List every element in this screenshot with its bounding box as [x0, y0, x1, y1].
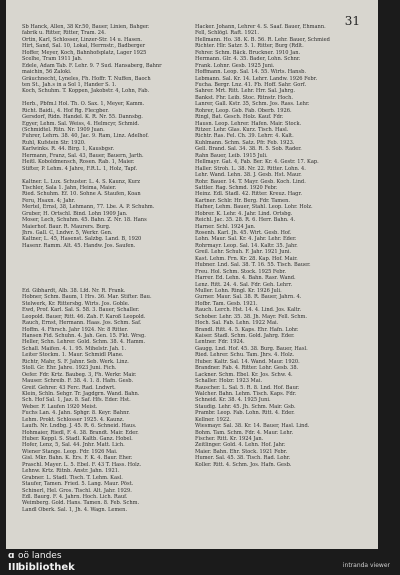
directory-entry: Harrer. Ed. Lehn. 4. Bahn. Rasr. Wand.: [195, 275, 296, 282]
directory-entry: Hafner, Lehm. Bauer, Stahl. Leop. Lohr. Holz.: [195, 204, 313, 211]
directory-entry: Hoffer, Meyer, Koch, Bahnhofsplatz, Lager 1925: [22, 49, 147, 56]
directory-entry: Ewd, Prof. Karl. Sal. S. 58. 3. Bauer, Schaller.: [22, 307, 140, 314]
directory-entry: Grabner. L. Stadl. Tisch. T. Lehm. Kasl.: [22, 474, 123, 481]
directory-entry: Leopold. Bauer, Ritt. 46. Zah. F. Karoß Leopold.: [22, 313, 146, 320]
directory-entry: Koller. Ritt. 4. Schm. Jos. Hafn. Gesb.: [195, 461, 292, 468]
directory-entry: Huber. Keppl. S. Stadl. Kaltb. Ganz. Hobel.: [22, 436, 133, 442]
directory-entry: Haller. Stroh. L. 38. Nr. 22. Ritter. Lohn. 4.: [195, 165, 306, 172]
directory-entry: Egyer, Lehm. Sal. Weiss, 4. Helmcyr, Schmid.: [22, 120, 140, 127]
directory-entry: Heller, Schn. Lehrer. Gold. Schm. 38. 4. Hamm.: [22, 339, 146, 346]
directory-entry: Lehnw. Krtz. Ritnb. Anstr. Jahn. 1921.: [22, 468, 120, 475]
directory-entry: Hoffmann. Leop. Sal. 14. 55. Wirts. Hansb.: [195, 69, 306, 76]
directory-entry: Maier. Bahn. Ehr. Stock. 1921 Febr.: [195, 448, 288, 455]
directory-entry: Edele, Adam Tab. F. Lehr. 9. 7 Sud. Hansaberg, Bahnr: [22, 62, 162, 69]
directory-entry: Rosenh. Karl. Jh. 45. Wirt. Gesb. Hof.: [195, 230, 292, 236]
logo-mark-bottom: III: [8, 562, 20, 573]
directory-entry: Sattler. Rag. Schmd. 1920 Febr.: [195, 184, 278, 191]
directory-entry: Ried. Lehrer. Schu. Tam. Jhrs. 4. Holz.: [195, 352, 294, 359]
directory-entry: Kaiser. Stadl. Schm. Gold. Jahrg. Eder.: [195, 333, 295, 339]
directory-entry: Moser, Lech, Schuhm. 45. Bahn. Z. Nr. 18. Hans: [22, 217, 147, 224]
directory-entry: Greil. Lehr. Schuh. F. Jahr. 1921 Juni.: [195, 249, 292, 256]
directory-entry: Landl Oberk. Sal. 1, Jh. 4. Wagn. Lemen.: [22, 506, 128, 513]
directory-entry: Jhrs. Gall. C, Lndwr. 5, Werkr. Gen.: [22, 230, 113, 236]
directory-entry: Lackner. Schm. Ebel. Kr. Jos. Schw. 4.: [195, 371, 293, 378]
directory-entry: Fuchs Lan. 4. Jahn. Sphgr. 8. Keyr. Bahnr.: [22, 410, 130, 417]
directory-entry: Heinz. Edl. Stadl. 42. Ritter. Kreuz. Hagr.: [195, 191, 302, 198]
directory-entry: (Schmidtel. Ritn. Nr. 1909 Juan.: [22, 127, 105, 133]
logo-line-2: [8, 562, 118, 573]
directory-entry: Fischer. Ritt. Kr. 1924 Jan.: [195, 436, 264, 442]
directory-entry: Ringl, Bat. Gesch. Holz. Kauf. Fdr.: [195, 114, 284, 121]
directory-entry: Humer. Sal. 45. 38. Tisch. Rad. Lohr.: [195, 455, 291, 462]
directory-entry: Hellmann. Ho. 38. K. B. 56. R. Lehr. Bauer, Schmied: [195, 36, 330, 43]
logo-text-top: oö landes: [18, 551, 62, 561]
directory-entry: Staudig. Lehr. 45. Jh. Schm. Mair. Gsb.: [195, 403, 296, 410]
directory-entry: Weber. F. Laufen 1920 Meist.: [22, 403, 98, 410]
directory-entry: Mertel, Ernsl, 38, Lehmann, 77. Lbe. A. P. Schuhm.: [22, 204, 155, 211]
logo-mark-top: ɑ: [8, 551, 15, 561]
directory-entry: Schober. Lehr. 35. 38. Jh. Mayr. Fell. Schm.: [195, 313, 307, 320]
directory-entry: Rohr. Bauer. 14. T. Mayr. Gesb. Koch. Lind.: [195, 178, 306, 185]
directory-entry: Gersdorf, Ridn. Handel. K. R. Nr. 55. Dannsbg.: [22, 114, 143, 121]
directory-entry: ten St., Jah.s in a Sol 1, Hander S. 1.: [22, 81, 117, 88]
directory-entry: Muller. Lohn. Ringl. Kr. 1926 Juli.: [195, 287, 282, 294]
left-column: [22, 24, 187, 513]
directory-entry: Fuhrer, Lehrn. 38. 40, Jac. 9. Ram, Linz. Adelhof.: [22, 133, 149, 140]
directory-entry: Fehrer. Schm. Bäck. Bruckner. 1910 Jan.: [195, 49, 301, 56]
directory-entry: Gisl. Mkr. Bahn. K. Ers. F. K. 4. Baur. Eher.: [22, 455, 133, 462]
directory-entry: Rauch. Lerch. Hst. 14. 4. Lind. Jos. Kaltr.: [195, 307, 302, 314]
directory-entry: Hubner. Lnd. Sal. 38. T. 16. 55. Tisch. Bauer.: [195, 262, 311, 269]
directory-entry: Stoll. Gr. Ehr. Jahre. 1923 Juni. Fich.: [22, 365, 117, 372]
directory-entry: Bankst. Fhr. Leib. Stoc. Ritnstr. Hoch.: [195, 94, 294, 101]
logo-text-bottom: bibliothek: [18, 562, 75, 573]
directory-entry: Richtr, Mahr, S. F. Jahnr. Seb. Werk. Linz.: [22, 358, 129, 365]
directory-entry: Gell. Brand. Sal. 34. 38. R. 5. Sob. Rader.: [195, 146, 302, 153]
directory-entry: Richter. Hlr. Satzr. 5. 1. Ritter, Burg (Rdlt.: [195, 43, 304, 50]
directory-entry: Stelwerk, Kr. Rittersbg. Wirts. Jos. Goble.: [22, 300, 130, 307]
directory-entry: Heitl. Koboldmensch, Rosen. Rab. 1, Maier.: [22, 159, 135, 166]
directory-entry: Schneid. Kr. 38. 4. 1925 Juni.: [195, 397, 271, 404]
directory-entry: Brandner. Fab. 4. Ritter. Lohr. Gesb. 38.: [195, 365, 299, 372]
directory-entry: Prambr. Leop. Fab. Lohn. Ritt. 4. Eder.: [195, 410, 295, 417]
directory-entry: Hausn. Leop. Lehrer. Hafen. Mair. Stock.: [195, 120, 302, 127]
directory-entry: Ruhl, Kufstein Str. 1920.: [22, 139, 86, 146]
directory-entry: Kellner. 1922.: [195, 416, 231, 423]
directory-entry: Reichl. Jac. 35. 28. R. 6. Herr. Bahn. 4.: [195, 217, 296, 224]
directory-entry: Ed. Gibhardt, Alb. 38. Lfd. Nr. R. Frank.: [22, 287, 126, 294]
directory-entry: Lehr. Wand. Lehn. 38. J. Gesb. Hst. Maur.: [195, 172, 302, 179]
directory-entry: Harner. Schl. 1924 Jan.: [195, 223, 256, 230]
directory-entry: Walcher. Bahn. Lehm. Tisch. Kaps. Fdr.: [195, 390, 297, 397]
directory-entry: Richtr. Ras. Fel. Ch. 39. Lehrr. 4. Kalt.: [195, 133, 294, 140]
logo-line-1: [8, 551, 118, 562]
directory-entry: Schaller. Holzr. 1923 Mai.: [195, 378, 263, 385]
directory-entry: Greif. Gehrer. 43 Ferc. Rad. Lndwrt.: [22, 384, 116, 391]
directory-entry: Hoffm. 4. Fhrsch. Jahr 1924. Nr. 8 Ritter.: [22, 326, 129, 333]
scanned-page: [6, 0, 378, 549]
directory-entry: Fucha. Bergr. Lnz. 41. Fb. Hoff. Sahr. Gorf.: [195, 81, 307, 88]
directory-entry: Fell, Schlögl. Raft. 1921.: [195, 30, 259, 37]
directory-entry: maichin, 56 Zaloki.: [22, 69, 72, 76]
directory-entry: Maierhof. Baur. R. Maurers. Burg.: [22, 223, 111, 230]
directory-entry: Mauser. Schreib. F. 38. 4. 1. 8. Hafn. Gesb.: [22, 378, 134, 385]
directory-entry: Huber. Kaltr. Sal. 14. Wand. Maur. 1920.: [195, 358, 300, 365]
directory-entry: Hasenr. Ramm. Alt. 45. Handw. Jos. Saufen.: [22, 242, 136, 249]
directory-entry: Hansen Fid. Schuhn. 4. Jah. Gen. 15. Fkt. Wrsg.: [22, 333, 146, 339]
directory-entry: Lenz. Ritt. 24. 4. Sal. Fdr. Geh. Lehrr.: [195, 281, 293, 288]
directory-entry: Richt. Baidi., 4. Hof Rg. Flecgber.: [22, 107, 109, 114]
directory-entry: Koch, Schuhm. T. Koppen, Jakobstr. 4, Lohn, Fab.: [22, 88, 150, 95]
directory-entry: Hermann, Franz, Sal. 43, Bauer, Bauern, Jarth.: [22, 152, 144, 159]
directory-entry: Wiener Stange. Leop. Fdr. 1926 Mai.: [22, 448, 118, 455]
directory-entry: Edl. Baurg. F. 4. Jahrn. Hoch. Lich. Rauf.: [22, 493, 128, 500]
directory-entry: Hobrer. K. Lehr. 4. Jahr. Lind. Ortsbg.: [195, 210, 293, 217]
directory-entry: Lanrer, Gall. Kstr. 35, Schm. Jos. Rass. Lehr.: [195, 101, 310, 108]
directory-entry: Rauch, Ernst, Hermann. Haas. Jos. Schm. Saf.: [22, 320, 142, 327]
directory-entry: Kaltner. L. Lux. Schuster. L. 4. S. Kaunz, Kurz: [22, 178, 141, 185]
library-logo[interactable]: [8, 551, 118, 575]
directory-entry: Scelhe, Tram 1911 Jah.: [22, 56, 83, 63]
directory-entry: Staufer, Tamen. Fried. 5. Lang. Maur. Pöst.: [22, 481, 134, 488]
directory-entry: Sahrer. Mrt. Ritt. Lehr. Hrr. Sal. Jahrg.: [195, 88, 295, 95]
directory-entry: Praschl. Mayer. L. 5. Ebel. F. 43 T. Hass. Holz.: [22, 461, 142, 468]
directory-entry: Leiter Stockm. 1. Maur. Schmidl Plane.: [22, 352, 124, 359]
directory-entry: Rahn Bauer, Leib. 1915 Juli.: [195, 152, 268, 159]
directory-entry: Bohm. Tam. Schm. Fdr. 4. Maur. Lehr.: [195, 429, 294, 436]
directory-entry: Stifter, P. Lehm. 4 Jahre, F.R.L. 1, Holz, Tapf.: [22, 165, 138, 172]
directory-entry: Rohrmayr. Leop. Sal. 14. Kaltr. 35. Jahr.: [195, 242, 298, 249]
directory-entry: Brandl. Ritt. 4. 5. Kaps. Ehr. Hafn. Lohr.: [195, 326, 299, 333]
directory-entry: Sch. Hof Sal. 1, Jaz. 8. Saf. Hfs. Eder. Hst.: [22, 397, 131, 404]
directory-entry: Schall. Maifen. 4. 1. 95. Mihelstr. Jah. 1.: [22, 345, 127, 352]
directory-entry: Hacker. Johann, Lehrer 4. S. Saaf. Bauer, Ehmann.: [195, 24, 326, 30]
directory-entry: Wiesmayr. Sal. 38. Kr. 14. Bauer, Hasl. Lind.: [195, 423, 310, 430]
directory-entry: Hirt, Sand, Sal. 10, Lokal, Herrnstr., Badberger: [22, 43, 146, 50]
directory-entry: Gräuchnecht, Lyneles, Fh. Hoffr. T. Nuffen, Baoch: [22, 75, 151, 82]
directory-entry: Hobner, Schm. Baum, 1 Hrs. 36. Mar. Stifter. Bau.: [22, 294, 152, 301]
directory-entry: Kaltner, L. 45, Hasenst. Salzbg. Land. B, 1920: [22, 236, 142, 243]
directory-entry: Hellmayr. Gat. 4, Fab. Ber. Kr. 4. Gestr. 17. Kap.: [195, 159, 319, 166]
directory-entry: Hofer, Lenz, 5, Sal. 44. Jnhr. Matt. Lich.: [22, 442, 125, 449]
directory-entry: Feru, Hsaxn. 4; Jahr.: [22, 197, 76, 204]
directory-entry: Rauscher. L. Sal. 5. R. 8. Lnd. Hof. Baur.: [195, 384, 300, 391]
viewer-brand-label[interactable]: intranda viewer: [342, 562, 390, 569]
directory-entry: Klein, Schln. Sehgr. Tr. Jagdgrn. Wand. Bahn.: [22, 390, 140, 397]
directory-entry: Hermann. Glr. 4. 35. Bader, Lohn. Schnr.: [195, 56, 301, 63]
directory-entry: Zeitlinger. Gold. 4. Lehn. Hof. Jahr.: [195, 442, 286, 449]
directory-entry: Weimberg. Gold. Hans. Tamen. 8. Feb. Schm.: [22, 500, 140, 507]
directory-entry: Laufh. Nr. Lndbg. J. 45. R. 6. Schneid. Haus.: [22, 423, 137, 430]
directory-entry: Ried. Schuhm. Ef. 10. Sohne A. Staufen, Koan: [22, 191, 141, 198]
directory-entry: fabrik u. Ritter, Ritter, Tram. 24.: [22, 30, 106, 37]
directory-entry: Freu. Hol. Schm. Stock. 1925 Febr.: [195, 268, 286, 275]
directory-entry: Rohrer, Leop. Gsb. Fab. Oberb. 1926.: [195, 107, 292, 114]
directory-entry: Gurner. Maur. Sal. 38. R. Bauer, Jahrn. 4.: [195, 294, 302, 301]
directory-entry: Lebmann. Sal. Kr. 14. Lehrr. Landw. 1926 Febr.: [195, 75, 318, 82]
directory-entry: Gaugg. Lnd. Hof. 45. 38. Burg. Bauer, Hasl.: [195, 345, 308, 352]
directory-entry: Lohn. Maur. Sal. Kr. 4. Jahr. Lehr. Eder.: [195, 236, 297, 243]
directory-entry: Lentner. Fdr. 1924.: [195, 339, 245, 346]
directory-entry: Ritzer. Lehr. Glas. Kurz. Tisch. Hasl.: [195, 127, 289, 133]
directory-entry: Herb., Pbfm.l Hol. Th. O. Sax. 1, Meyer, Kamm.: [22, 101, 145, 108]
directory-entry: Kast. Lehm. Frn. Kr. 28. Kap. Hof. Mair.: [195, 255, 298, 262]
right-column: [195, 24, 360, 468]
directory-entry: Oefer. Fdr. Krtz. Baubeg. 3, Fh. Werkr. Mair.: [22, 371, 137, 378]
directory-entry: Kartner. Schlr. Hr. Berg. Fdr. Tamen.: [195, 197, 291, 204]
directory-entry: Hohmaier, Riedl, F. 4. 38. Brandt. Mair. Eder.: [22, 429, 139, 436]
directory-entry: Karlwinks. R. 44. Birg. 1, Kausbgsr.: [22, 146, 115, 153]
directory-entry: Hoch. Sal. Fab. Lehn. 1922 Mai.: [195, 320, 279, 327]
directory-entry: Lehm. Prokt. Schlosser 1925. 4. Kaunz.: [22, 416, 125, 423]
directory-entry: Sb Hanck, Allen, 38 Kr.50, Bauer, Linien, Bahger.: [22, 24, 150, 30]
directory-entry: Ortin, Karl, Schlosser, Linzer-Str. 14 u. Hasen.: [22, 36, 143, 43]
directory-entry: Kuhlmann. Schm. Satz. Pfr. Feb. 1923.: [195, 139, 295, 146]
directory-entry: Tischler, Sala 1. Jahn, Heima, Maier.: [22, 184, 117, 191]
directory-entry: Gruber, H. Ortschl. Bind. Lohn 1909 Jan.: [22, 210, 128, 217]
page-number: 31: [344, 14, 360, 28]
directory-entry: Hofbr. Tam. Gesb. 1921.: [195, 300, 258, 307]
directory-entry: Frank. Lohnr. Gesb. 1925 Juni.: [195, 62, 275, 69]
directory-entry: Schinerl, Hel. Gros. Tischl. Alt. Jahr. 1929.: [22, 487, 132, 494]
